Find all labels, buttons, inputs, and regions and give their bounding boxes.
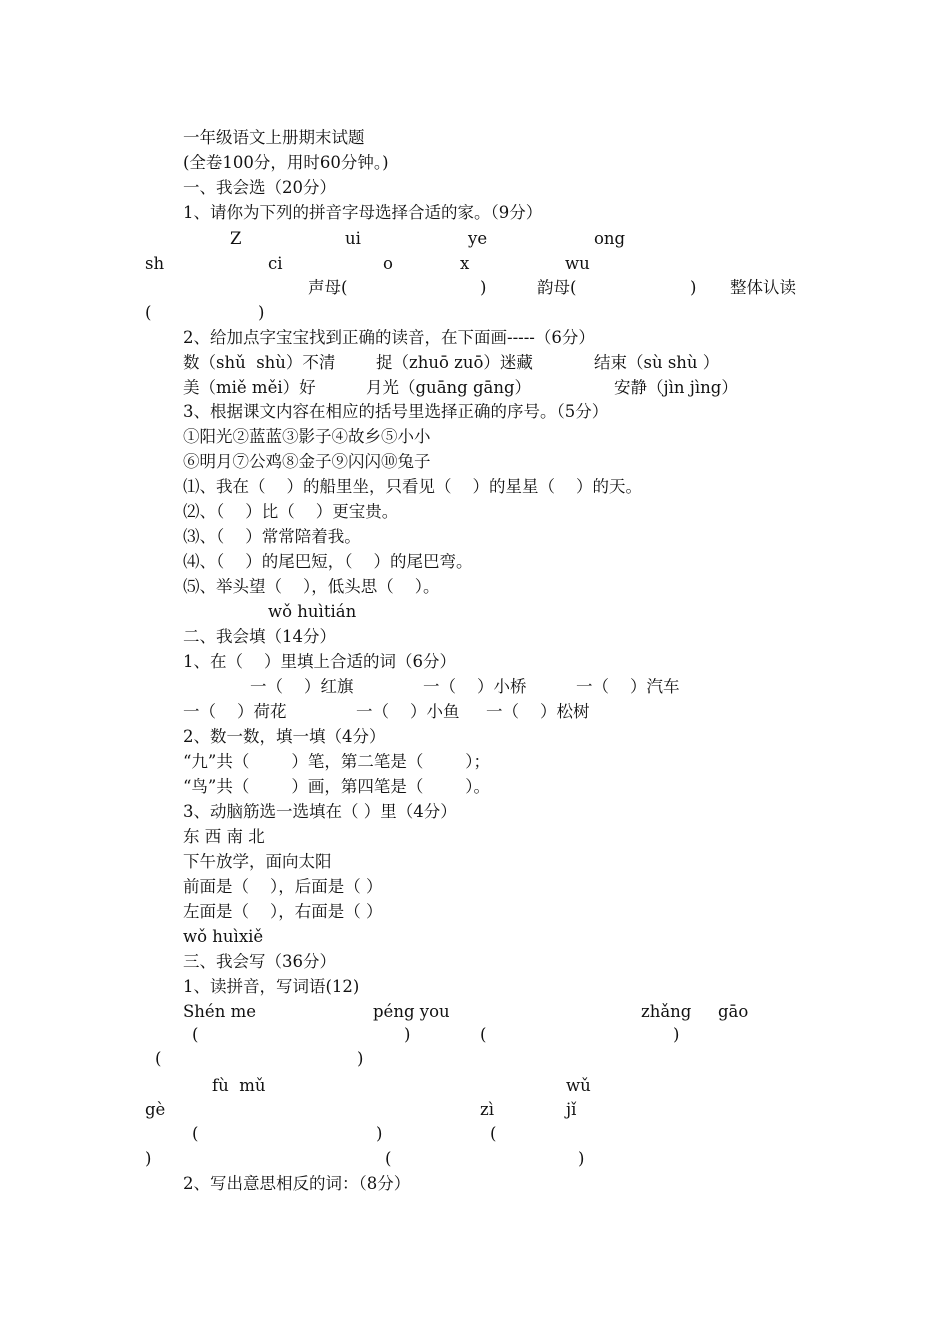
pinyin-annotation: wǒ huìtián — [268, 602, 357, 621]
question-1-3: 3、根据课文内容在相应的括号里选择正确的序号。（5分） — [183, 402, 609, 421]
bracket-open: ( — [192, 1025, 199, 1044]
bracket-close: ) — [258, 303, 265, 322]
reading-item: 月光（guāng gāng） — [366, 378, 532, 397]
bracket-open: ( — [192, 1124, 199, 1143]
bracket-open: ( — [480, 1025, 487, 1044]
question-2-2: 2、数一数，填一填（4分） — [183, 727, 386, 746]
reading-item: 结束（sù shù ） — [594, 353, 720, 372]
pinyin-word: gāo — [718, 1002, 749, 1021]
fill-sentence: ⑶、（ ）常常陪着我。 — [183, 527, 361, 546]
pinyin-word: fù mǔ — [212, 1076, 266, 1095]
question-1-1: 1、请你为下列的拼音字母选择合适的家。（9分） — [183, 203, 543, 222]
pinyin-letter: o — [383, 254, 393, 273]
stroke-count-line: “九”共（ ）笔，第二笔是（ ）； — [183, 752, 491, 771]
stroke-count-line: “鸟”共（ ）画，第四笔是（ ）。 — [183, 777, 491, 796]
pinyin-letter: ci — [268, 254, 283, 273]
measure-word-item: 一（ ）小桥 — [423, 677, 527, 696]
yunmu-label: 韵母( — [537, 278, 577, 297]
bracket-open: ( — [385, 1149, 392, 1168]
question-2-1: 1、在（ ）里填上合适的词（6分） — [183, 652, 456, 671]
direction-fill: 前面是（ ），后面是（ ） — [183, 877, 383, 896]
reading-item: 安静（jìn jìng） — [614, 378, 738, 397]
reading-item: 数（shǔ shù）不清 — [183, 353, 336, 372]
bracket-close: ) — [690, 278, 697, 297]
question-1-2: 2、给加点字宝宝找到正确的读音，在下面画-----（6分） — [183, 328, 595, 347]
pinyin-letter: wu — [565, 254, 590, 273]
measure-word-item: 一（ ）汽车 — [576, 677, 680, 696]
question-2-3: 3、动脑筋选一选填在（ ）里（4分） — [183, 802, 457, 821]
pinyin-word: zhǎng — [641, 1002, 692, 1021]
fill-sentence: ⑴、我在（ ）的船里坐，只看见（ ）的星星（ ）的天。 — [183, 477, 642, 496]
pinyin-letter: ye — [468, 229, 488, 248]
bracket-close: ) — [480, 278, 487, 297]
measure-word-item: 一（ ）红旗 — [250, 677, 354, 696]
bracket-open: ( — [145, 303, 152, 322]
measure-word-item: 一（ ）松树 — [486, 702, 590, 721]
options-line: ①阳光②蓝蓝③影子④故乡⑤小小 — [183, 427, 431, 446]
exam-subtitle: (全卷100分，用时60分钟。) — [183, 153, 389, 172]
direction-fill: 左面是（ ），右面是（ ） — [183, 902, 383, 921]
bracket-close: ) — [404, 1025, 411, 1044]
bracket-close: ) — [673, 1025, 680, 1044]
fill-sentence: ⑷、（ ）的尾巴短，（ ）的尾巴弯。 — [183, 552, 473, 571]
bracket-close: ) — [578, 1149, 585, 1168]
reading-item: 捉（zhuō zuō）迷藏 — [376, 353, 533, 372]
bracket-open: ( — [490, 1124, 497, 1143]
pinyin-word: wǔ — [566, 1076, 591, 1095]
pinyin-word: jǐ — [566, 1100, 577, 1119]
pinyin-annotation: wǒ huìxiě — [183, 927, 264, 946]
question-3-2: 2、写出意思相反的词：（8分） — [183, 1174, 411, 1193]
bracket-close: ) — [376, 1124, 383, 1143]
bracket-open: ( — [155, 1049, 162, 1068]
zhengti-label: 整体认读 — [730, 278, 796, 297]
bracket-close: ) — [145, 1149, 152, 1168]
section-1-heading: 一、我会选（20分） — [183, 178, 336, 197]
reading-item: 美（miě měi）好 — [183, 378, 316, 397]
measure-word-item: 一（ ）小鱼 — [356, 702, 460, 721]
pinyin-letter: ui — [345, 229, 361, 248]
pinyin-letter: Z — [230, 229, 242, 248]
pinyin-letter: x — [460, 254, 470, 273]
pinyin-letter: ong — [594, 229, 626, 248]
section-2-heading: 二、我会填（14分） — [183, 627, 336, 646]
fill-sentence: ⑸、举头望（ ），低头思（ ）。 — [183, 577, 440, 596]
directions-line: 东 西 南 北 — [183, 827, 265, 846]
pinyin-word: gè — [145, 1100, 166, 1119]
pinyin-word: zì — [480, 1100, 494, 1119]
exam-title: 一年级语文上册期末试题 — [183, 128, 365, 147]
measure-word-item: 一（ ）荷花 — [183, 702, 287, 721]
shengmu-label: 声母( — [308, 278, 348, 297]
question-3-1: 1、读拼音，写词语(12) — [183, 977, 360, 996]
fill-sentence: ⑵、（ ）比（ ）更宝贵。 — [183, 502, 399, 521]
bracket-close: ) — [357, 1049, 364, 1068]
section-3-heading: 三、我会写（36分） — [183, 952, 336, 971]
pinyin-letter: sh — [145, 254, 165, 273]
pinyin-word: péng you — [373, 1002, 450, 1021]
scene-line: 下午放学，面向太阳 — [183, 852, 332, 871]
pinyin-word: Shén me — [183, 1002, 256, 1021]
options-line: ⑥明月⑦公鸡⑧金子⑨闪闪⑩兔子 — [183, 452, 431, 471]
